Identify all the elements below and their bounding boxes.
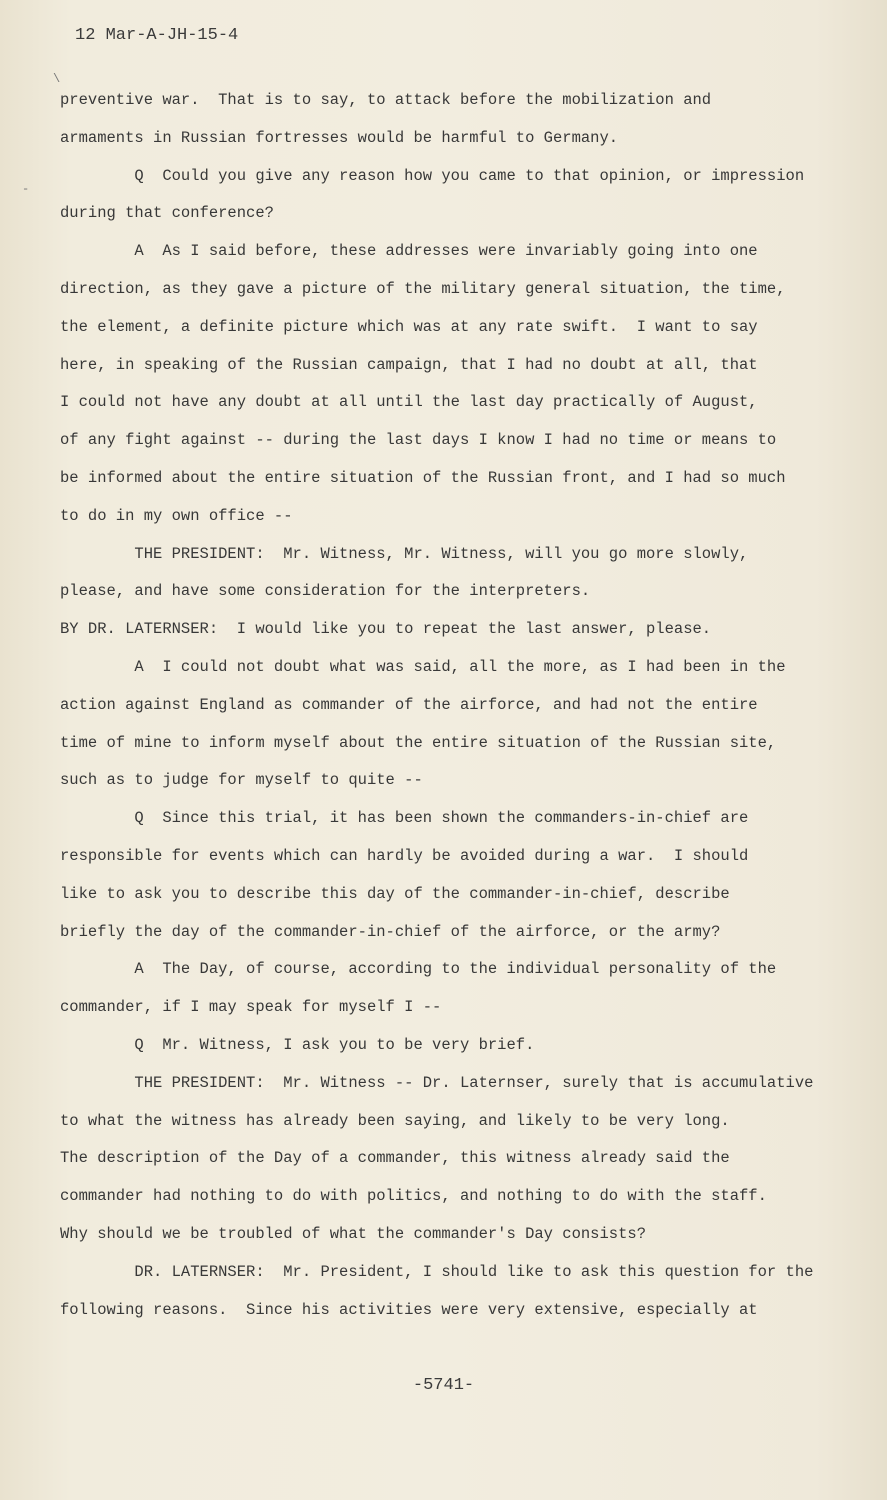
transcript-line: action against England as commander of the airforce, and had not the entire <box>60 695 758 714</box>
transcript-line: time of mine to inform myself about the entire situation of the Russian site, <box>60 733 777 752</box>
transcript-line: to what the witness has already been saying, and likely to be very long. <box>60 1111 730 1130</box>
transcript-line: A I could not doubt what was said, all the more, as I had been in the <box>60 657 786 676</box>
margin-mark: - <box>22 182 30 196</box>
transcript-line: preventive war. That is to say, to attack before the mobilization and <box>60 91 712 109</box>
page-number: -5741- <box>412 1376 475 1395</box>
transcript-line: The description of the Day of a commander, this witness already said the <box>60 1149 730 1168</box>
transcript-line: please, and have some consideration for the interpreters. <box>60 582 591 601</box>
transcript-line: direction, as they gave a picture of the military general situation, the time, <box>60 279 786 298</box>
transcript-line: of any fight against -- during the last days I know I had no time or means to <box>60 431 777 450</box>
transcript-line: the element, a definite picture which was at any rate swift. I want to say <box>60 317 758 336</box>
transcript-line: Q Since this trial, it has been shown the commanders-in-chief are <box>60 809 749 828</box>
transcript-line: THE PRESIDENT: Mr. Witness -- Dr. Laternser, surely that is accumulative <box>60 1073 814 1092</box>
transcript-line: armaments in Russian fortresses would be harmful to Germany. <box>60 128 619 147</box>
transcript-line: Why should we be troubled of what the commander's Day consists? <box>60 1224 646 1243</box>
transcript-line: such as to judge for myself to quite -- <box>60 771 423 790</box>
transcript-line: THE PRESIDENT: Mr. Witness, Mr. Witness, will you go more slowly, <box>60 544 749 563</box>
transcript-line: during that conference? <box>60 204 274 223</box>
transcript-line: Q Could you give any reason how you came to that opinion, or impression <box>60 166 805 185</box>
transcript-line: Q Mr. Witness, I ask you to be very brief. <box>60 1035 535 1054</box>
transcript-line: be informed about the entire situation of the Russian front, and I had so much <box>60 468 786 487</box>
transcript-body <box>60 82 840 1329</box>
transcript-line: to do in my own office -- <box>60 506 293 525</box>
transcript-line: I could not have any doubt at all until the last day practically of August, <box>60 393 758 412</box>
transcript-line: briefly the day of the commander-in-chief of the airforce, or the army? <box>60 922 721 941</box>
transcript-line: DR. LATERNSER: Mr. President, I should like to ask this question for the <box>60 1262 814 1281</box>
transcript-line: commander, if I may speak for myself I -- <box>60 998 442 1017</box>
transcript-line: A As I said before, these addresses were invariably going into one <box>60 242 758 261</box>
transcript-line: like to ask you to describe this day of the commander-in-chief, describe <box>60 884 730 903</box>
transcript-line: following reasons. Since his activities were very extensive, especially at <box>60 1300 758 1319</box>
transcript-line: A The Day, of course, according to the individual personality of the <box>60 960 777 979</box>
margin-mark: \ <box>53 72 61 86</box>
transcript-line: BY DR. LATERNSER: I would like you to repeat the last answer, please. <box>60 620 712 639</box>
transcript-line: commander had nothing to do with politics, and nothing to do with the staff. <box>60 1187 767 1206</box>
transcript-line: responsible for events which can hardly be avoided during a war. I should <box>60 846 749 865</box>
document-header: 12 Mar-A-JH-15-4 <box>75 26 239 45</box>
transcript-line: here, in speaking of the Russian campaign, that I had no doubt at all, that <box>60 355 758 374</box>
